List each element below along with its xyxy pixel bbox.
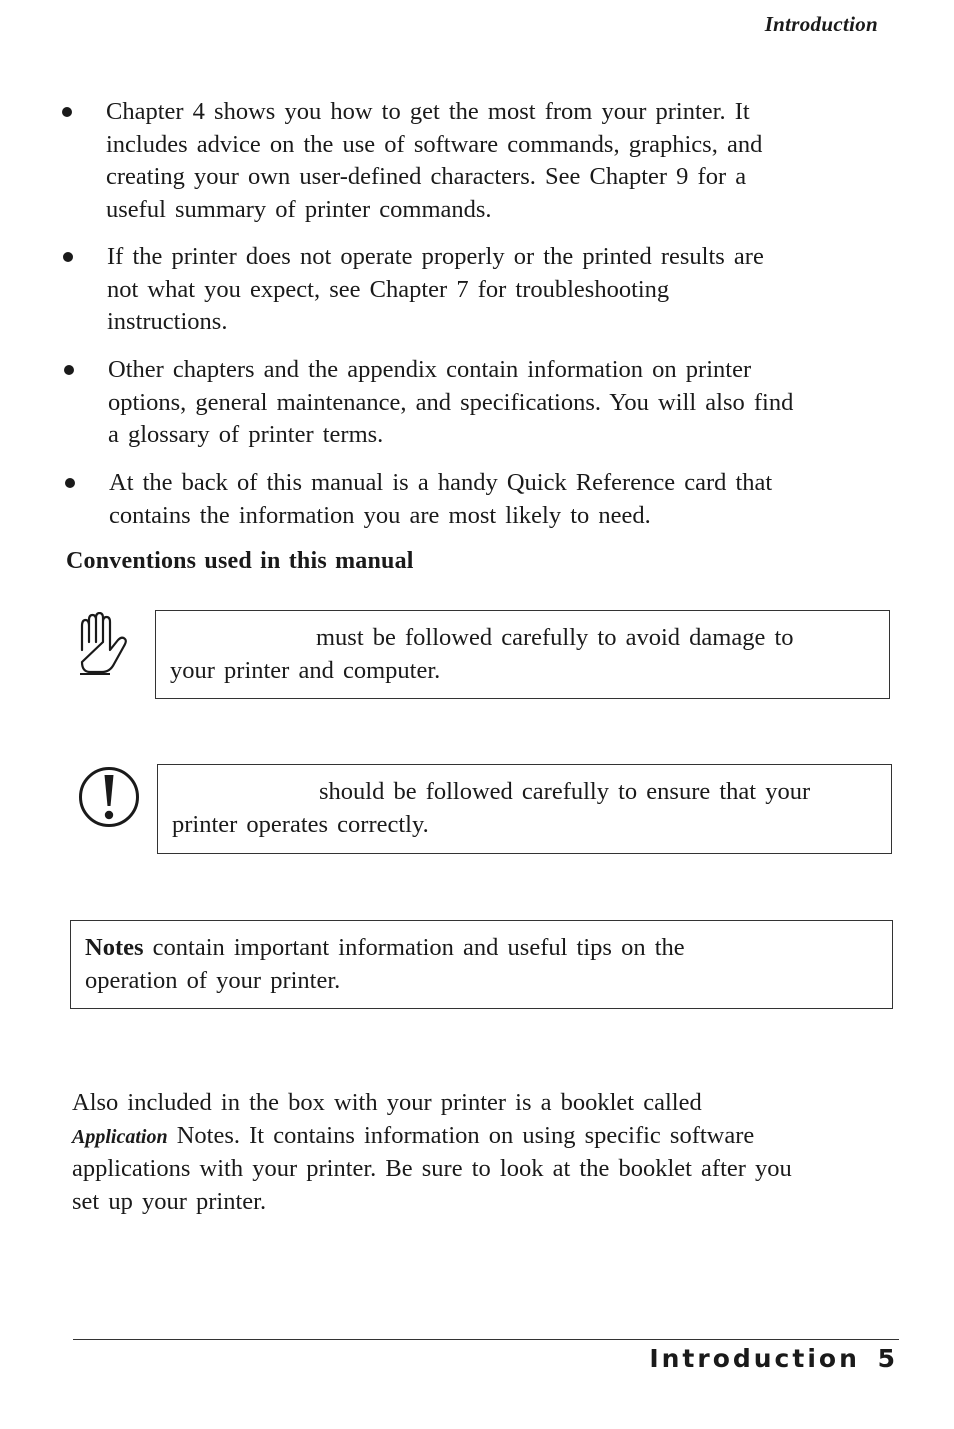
exclamation-circle-icon — [78, 766, 140, 828]
text-line — [72, 1120, 892, 1154]
text-line: creating your own user-defined characters. See Chapter 9 for a — [106, 163, 747, 190]
bullet-icon — [65, 478, 75, 488]
warning-text — [172, 775, 887, 841]
closing-paragraph — [72, 1087, 892, 1218]
bullet-icon — [64, 365, 74, 375]
text-line: your printer and computer. — [170, 657, 441, 684]
running-head: Introduction — [764, 12, 878, 36]
list-item-text — [109, 467, 772, 532]
text-line: set up your printer. — [72, 1187, 267, 1215]
note-text — [85, 931, 875, 997]
bullet-icon — [62, 107, 72, 117]
list-item-text — [106, 96, 762, 226]
text-line: Other chapters and the appendix contain information on printer — [108, 356, 752, 383]
caution-box — [155, 610, 890, 699]
caution-text — [170, 621, 880, 687]
list-item-text — [108, 354, 793, 452]
note-line-rest: contain important information and useful tips on the — [152, 934, 685, 961]
bullet-icon — [63, 252, 73, 262]
footer-rule — [73, 1339, 899, 1340]
page-number: 5 — [877, 1344, 898, 1373]
section-heading: Conventions used in this manual — [66, 548, 414, 574]
text-line: applications with your printer. Be sure to look at the booklet after you — [72, 1155, 792, 1182]
hand-icon — [76, 612, 136, 678]
text-line: Also included in the box with your printer is a booklet called — [72, 1089, 702, 1116]
text-line — [85, 931, 875, 964]
text-line: options, general maintenance, and specifications. You will also find — [108, 388, 794, 416]
text-line: should be followed carefully to ensure that your — [319, 778, 811, 805]
text-line: If the printer does not operate properly or the printed results are — [107, 243, 764, 270]
footer-section: Introduction — [649, 1344, 860, 1373]
text-line: Chapter 4 shows you how to get the most from your printer. It — [106, 98, 750, 125]
note-box — [70, 920, 893, 1009]
text-line: operation of your printer. — [85, 967, 341, 994]
text-line: At the back of this manual is a handy Quick Reference card that — [109, 469, 773, 496]
text-line: printer operates correctly. — [172, 811, 429, 838]
text-line: useful summary of printer commands. — [106, 195, 492, 223]
text-line: a glossary of printer terms. — [108, 421, 384, 448]
text-line-rest: Notes. It contains information on using specific software — [176, 1121, 755, 1149]
application-term: Application — [72, 1125, 168, 1148]
warning-box — [157, 764, 892, 854]
text-line: must be followed carefully to avoid damage to — [316, 624, 794, 651]
list-item-text — [107, 241, 764, 339]
text-line: not what you expect, see Chapter 7 for troubleshooting — [107, 275, 670, 303]
notes-term: Notes — [85, 934, 144, 961]
text-line: includes advice on the use of software commands, graphics, and — [106, 130, 763, 158]
text-line: contains the information you are most likely to need. — [109, 501, 651, 529]
text-line: instructions. — [107, 308, 228, 335]
page-footer — [649, 1344, 898, 1373]
